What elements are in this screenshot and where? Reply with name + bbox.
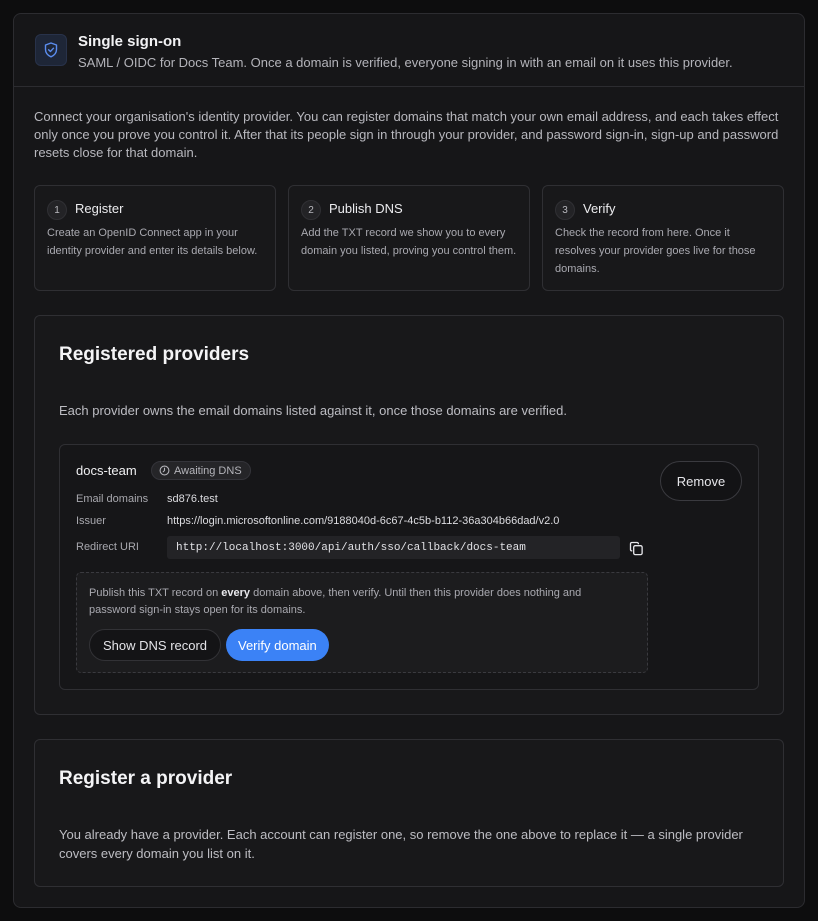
redirect-uri-label: Redirect URI [76,541,139,553]
email-domains-value: sd876.test [167,493,218,505]
sso-card [13,13,805,908]
register-provider-panel [34,739,784,887]
step-verify [542,185,784,291]
clock-icon [159,465,170,476]
provider-name: docs-team [76,463,137,478]
section-title: Registered providers [59,344,250,365]
verify-domain-button[interactable]: Verify domain [226,629,329,661]
page-subtitle: SAML / OIDC for Docs Team. Once a domain is verified, everyone signing in with an email on it uses this provider. [78,55,733,70]
step-number: 3 [555,200,575,220]
remove-provider-button[interactable]: Remove [660,461,742,501]
registered-providers-panel [34,315,784,715]
step-register [34,185,276,291]
dns-instructions-text: Publish this TXT record on every domain above, then verify. Until then this provider does nothing and password sign-in stays open for its domains. [89,587,582,616]
section-description: Each provider owns the email domains listed against it, once those domains are verified. [59,403,567,418]
show-dns-record-button[interactable]: Show DNS record [89,629,221,661]
dns-instructions [76,572,648,673]
provider-card [59,444,759,690]
step-description: Check the record from here. Once it resolves your provider goes live for those domains. [555,227,756,275]
status-label: Awaiting DNS [174,464,242,477]
step-title: Verify [583,201,616,216]
status-badge [151,461,251,480]
section-title: Register a provider [59,768,233,789]
redirect-uri-value: http://localhost:3000/api/auth/sso/callback/docs-team [167,536,620,559]
issuer-label: Issuer [76,515,106,527]
copy-icon[interactable] [626,538,646,558]
section-description: You already have a provider. Each account can register one, so remove the one above to replace it — a single provider covers every domain you list on it. [59,827,743,861]
issuer-value: https://login.microsoftonline.com/9188040d-6c67-4c5b-b112-36a304b66dad/v2.0 [167,515,560,527]
shield-icon [35,34,67,66]
page-title: Single sign-on [78,33,182,50]
step-publish-dns [288,185,530,291]
step-description: Add the TXT record we show you to every domain you listed, proving you control them. [301,227,517,257]
step-title: Register [75,201,124,216]
intro-text: Connect your organisation's identity provider. You can register domains that match your own email address, and each takes effect only once you prove you control it. After that its people sign in through your provider, and password sign-in, sign-up and password resets close for that domain. [34,109,779,160]
step-title: Publish DNS [329,201,403,216]
step-number: 1 [47,200,67,220]
step-description: Create an OpenID Connect app in your identity provider and enter its details below. [47,227,258,257]
step-number: 2 [301,200,321,220]
email-domains-label: Email domains [76,493,149,505]
card-header [14,14,804,87]
